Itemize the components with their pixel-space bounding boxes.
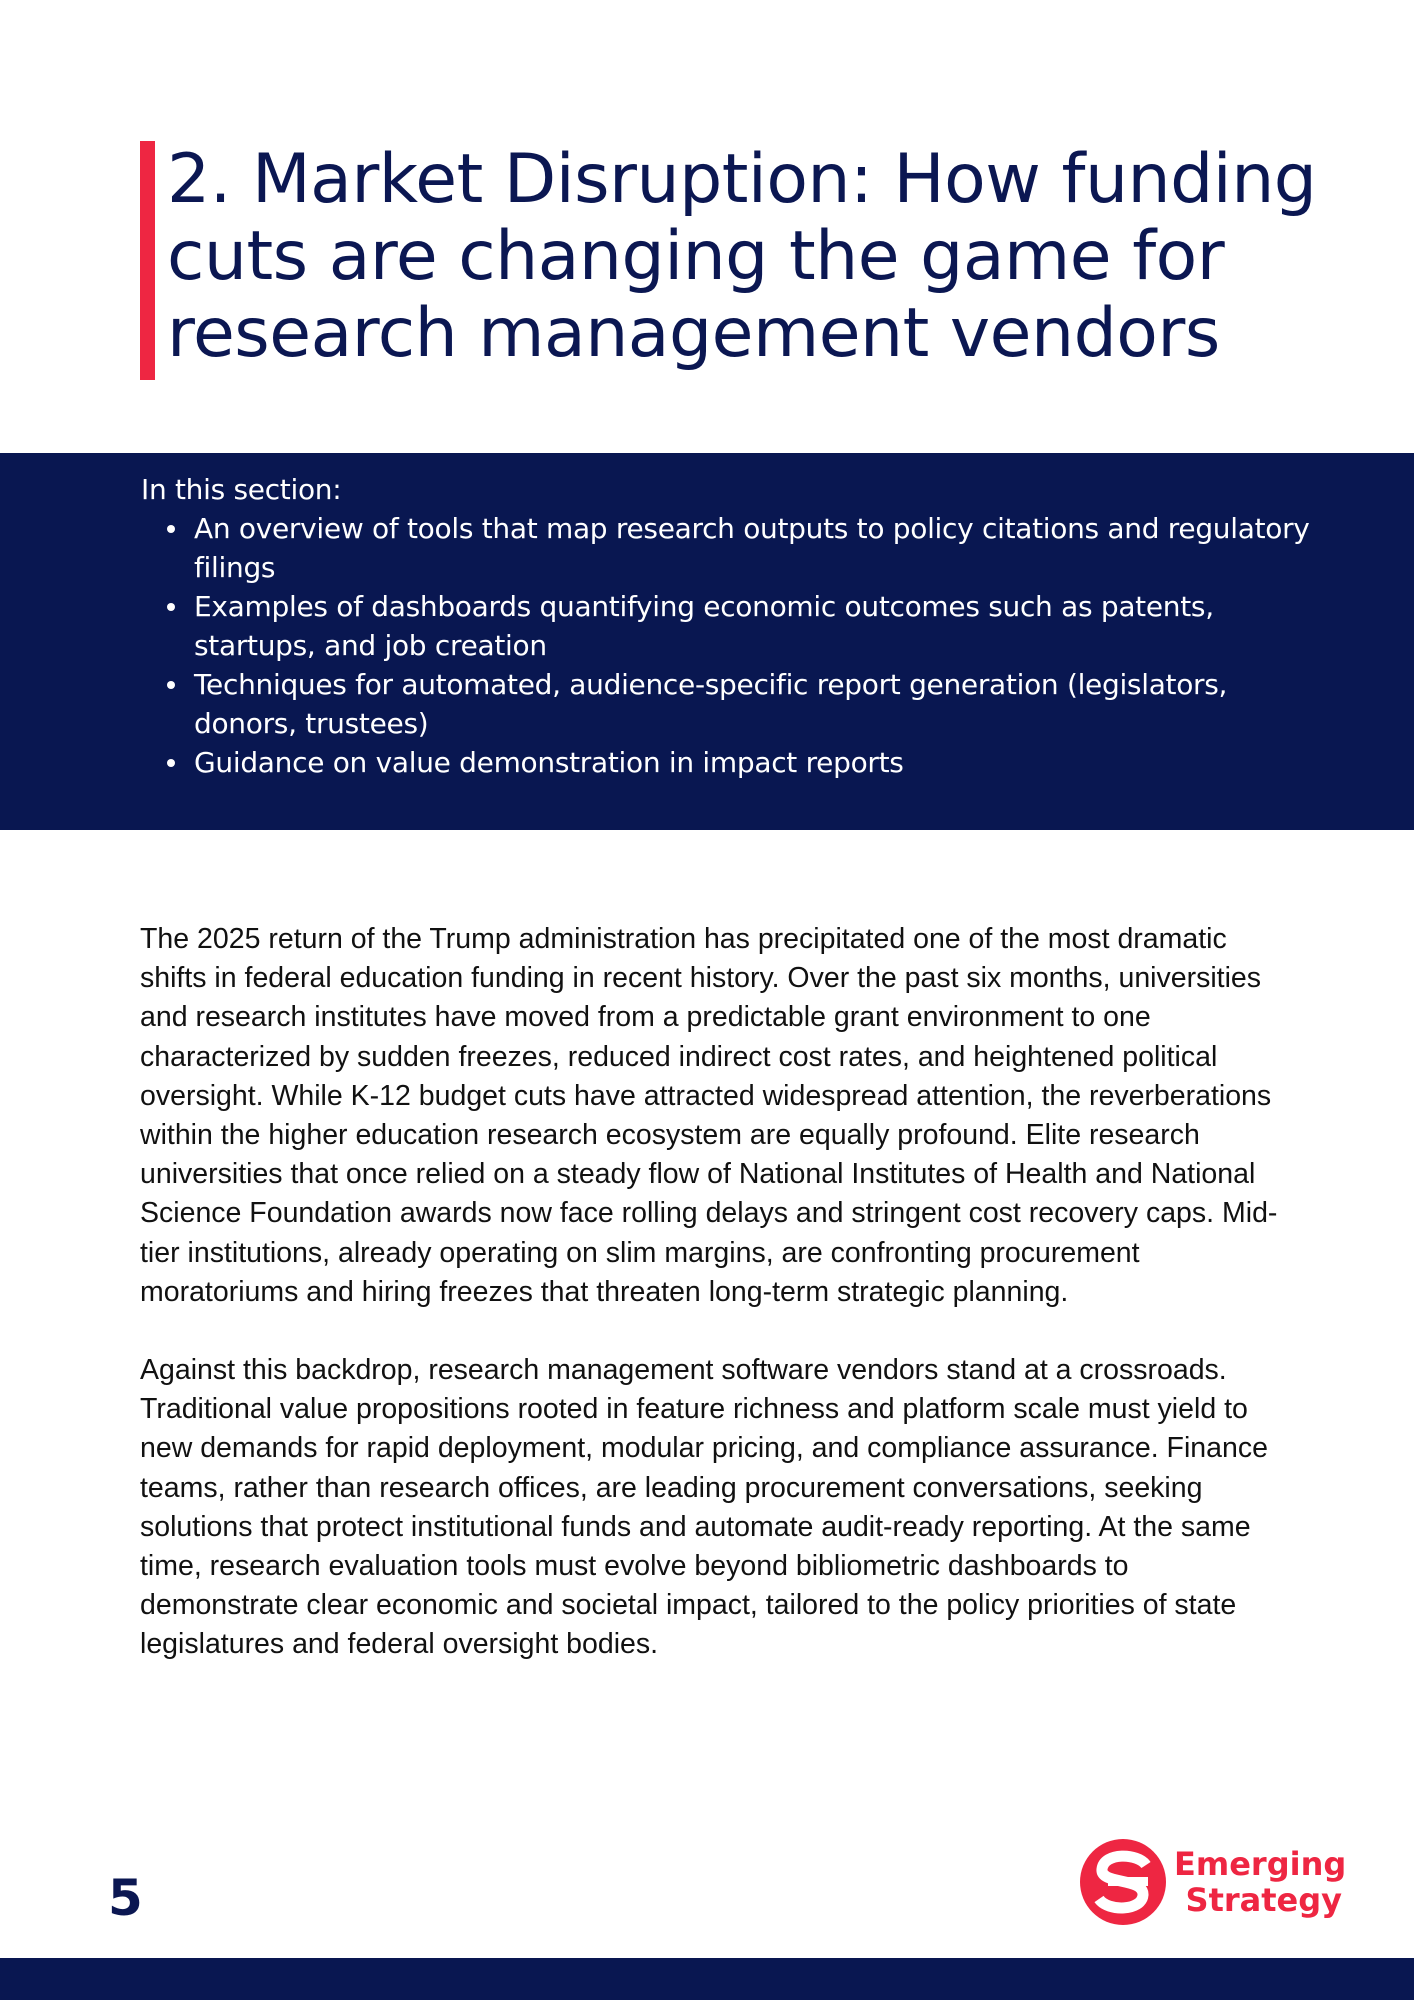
logo-line-1: Emerging — [1174, 1845, 1347, 1883]
emerging-strategy-logo — [1080, 1836, 1345, 1926]
heading-block — [140, 141, 1370, 380]
section-overview-box — [0, 453, 1414, 830]
logo-line-2: Strategy — [1185, 1881, 1342, 1919]
list-item: Examples of dashboards quantifying economic outcomes such as patents, startups, and job creation — [194, 587, 1334, 665]
page-number: 5 — [108, 1869, 143, 1927]
footer-band — [0, 1958, 1414, 2000]
list-item: An overview of tools that map research outputs to policy citations and regulatory filings — [194, 509, 1334, 587]
list-item: Guidance on value demonstration in impact reports — [194, 743, 1334, 782]
emerging-strategy-logo-icon — [1080, 1839, 1166, 1925]
body-paragraph: Against this backdrop, research management software vendors stand at a crossroads. Traditional value propositions rooted in feature richness and platform scale must yield to new demands for rapid deployment, modular pricing, and compliance assurance. Finance teams, rather than research offices, are leading procurement conversations, seeking solutions that protect institutional funds and automate audit-ready reporting. At the same time, research evaluation tools must evolve beyond bibliometric dashboards to demonstrate clear economic and societal impact, tailored to the policy priorities of state legislatures and federal oversight bodies. — [140, 1354, 1268, 1661]
body-text — [140, 920, 1290, 1704]
list-item: Techniques for automated, audience-specific report generation (legislators, donors, trustees) — [194, 665, 1334, 743]
section-overview-list — [194, 509, 1334, 782]
logo-wordmark — [1174, 1845, 1347, 1919]
page-title: 2. Market Disruption: How funding cuts are changing the game for research management vendors — [167, 140, 1317, 373]
section-overview-intro: In this section: — [141, 473, 342, 506]
heading-accent-bar — [140, 141, 155, 380]
body-paragraph: The 2025 return of the Trump administration has precipitated one of the most dramatic shifts in federal education funding in recent history. Over the past six months, universities and research institutes have moved from a predictable grant environment to one characterized by sudden freezes, reduced indirect cost rates, and heightened political oversight. While K-12 budget cuts have attracted widespread attention, the reverberations within the higher education research ecosystem are equally profound. Elite research universities that once relied on a steady flow of National Institutes of Health and National Science Foundation awards now face rolling delays and stringent cost recovery caps. Mid-tier institutions, already operating on slim margins, are confronting procurement moratoriums and hiring freezes that threaten long-term strategic planning. — [140, 923, 1278, 1308]
